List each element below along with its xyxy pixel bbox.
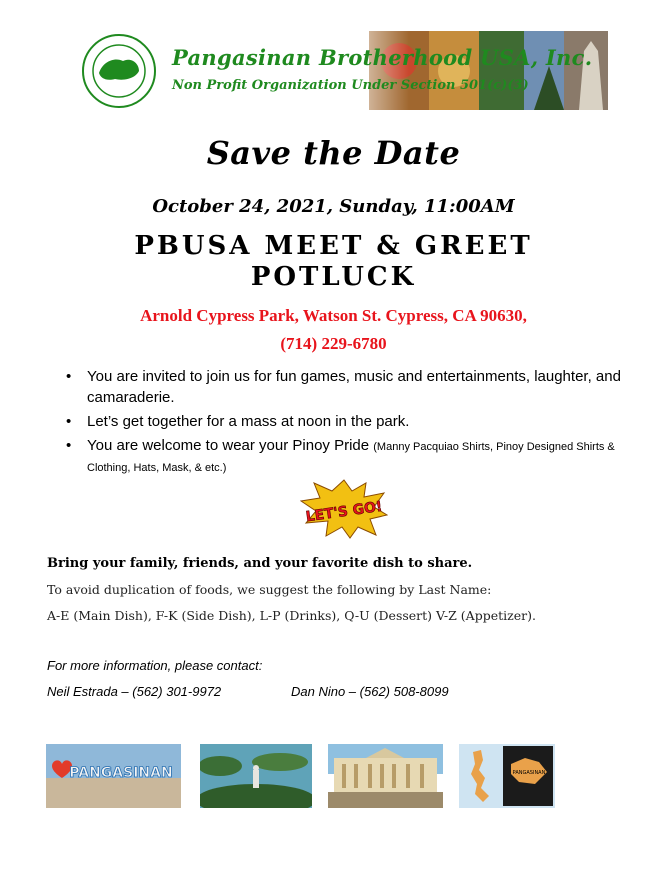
event-title [0,231,667,293]
header-banner [79,31,608,110]
photo-hundred-islands [200,744,312,808]
venue-address: Arnold Cypress Park, Watson St. Cypress, CA 90630, [140,306,527,325]
lets-go-text: LET'S GO! [304,498,384,526]
bullet-icon: • [66,368,72,385]
bullet-text: Let’s get together for a mass at noon in the park. [87,413,410,430]
list-item [66,366,646,408]
photo-capitol-building [328,744,443,808]
event-title-line-1: PBUSA MEET & GREET [134,231,533,261]
dish-assignments: A-E (Main Dish), F-K (Side Dish), L-P (Drinks), Q-U (Dessert) V-Z (Appetizer). [47,608,536,623]
duplication-note: To avoid duplication of foods, we suggest the following by Last Name: [47,582,492,597]
list-item [66,411,646,432]
event-date: October 24, 2021, Sunday, 11:00AM [152,196,515,217]
bullet-text: You are welcome to wear your Pinoy Pride [87,437,374,454]
photo-pangasinan-sign [46,744,181,808]
save-the-date-heading: Save the Date [206,134,461,172]
bring-text: Bring your family, friends, and your favorite dish to share. [47,556,473,571]
banner-subtitle: Non Profit Organization Under Section 501(c)(3) [172,78,529,93]
contact-neil-estrada: Neil Estrada – (562) 301-9972 [47,684,222,699]
map-label: PANGASINAN [512,770,546,776]
bullet-text: You are invited to join us for fun games, music and entertainments, laughter, and camaraderie. [87,368,621,406]
venue-phone: (714) 229-6780 [280,334,387,353]
banner-title: Pangasinan Brotherhood USA, Inc. [172,45,593,70]
bullet-small-text: (Manny Pacquiao Shirts, Pinoy Designed Shirts & Clothing, Hats, Mask, & etc.) [87,441,615,474]
contact-dan-nino: Dan Nino – (562) 508-8099 [291,684,449,699]
lets-go-burst-icon [300,479,388,539]
more-info-label: For more information, please contact: [47,658,263,673]
event-title-line-2: POTLUCK [250,262,417,292]
photo-philippines-map [459,744,555,808]
bullet-icon: • [66,413,72,430]
event-details-list [66,366,646,480]
bullet-icon: • [66,437,72,454]
banner-background [79,31,608,110]
list-item [66,435,646,477]
photo-sign-text: PANGASINAN [69,765,173,781]
